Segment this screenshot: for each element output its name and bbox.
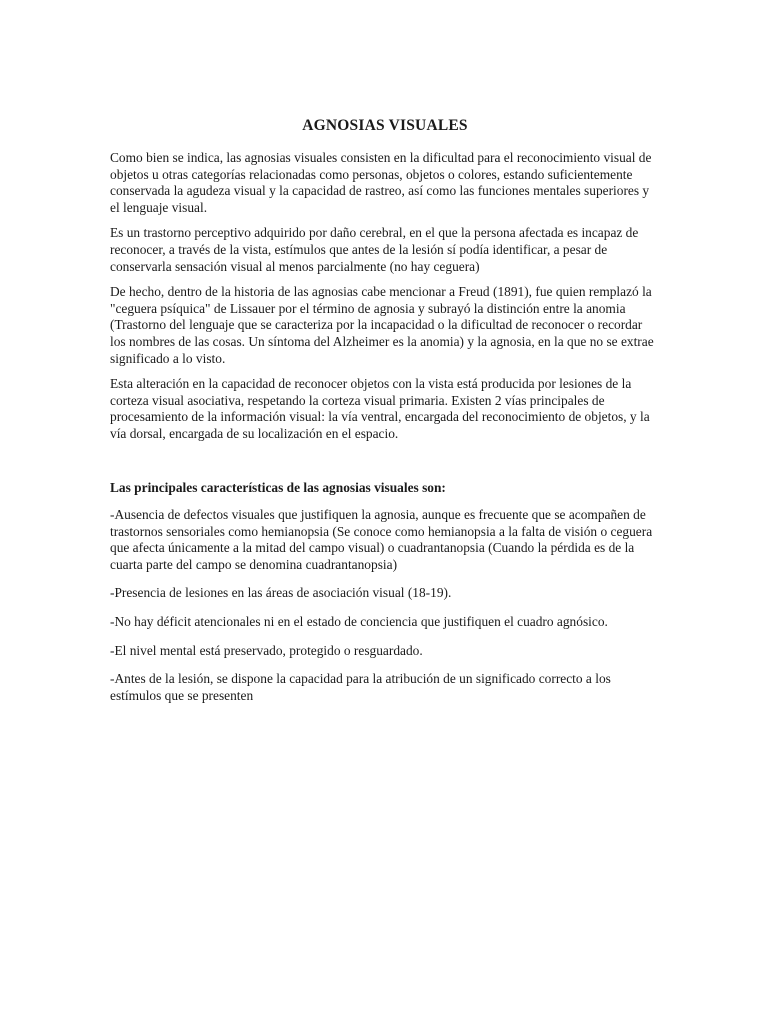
characteristic-item: -Presencia de lesiones en las áreas de asociación visual (18-19). <box>110 585 452 601</box>
characteristic-item: -Ausencia de defectos visuales que justifiquen la agnosia, aunque es frecuente que se acompañen de trastornos sensoriales como hemianopsia (Se conoce como hemianopsia a la falta de visión o ceguera que afecta únicamente a la mitad del campo visual) o cuadrantanopsia (Cuando la pérdida es de la cuarta parte del campo se denomina cuadrantanopsia) <box>110 507 653 572</box>
characteristic-item: -Antes de la lesión, se dispone la capacidad para la atribución de un significado correcto a los estímulos que se presenten <box>110 671 611 703</box>
paragraph-alteracion: Esta alteración en la capacidad de reconocer objetos con la vista está producida por lesiones de la corteza visual asociativa, respetando la corteza visual primaria. Existen 2 vías principales de procesamiento de la información visual: la vía ventral, encargada del reconocimiento de objetos, y la vía dorsal, encargada de su localización en el espacio. <box>110 376 650 441</box>
characteristics-heading: Las principales características de las agnosias visuales son: <box>110 479 446 495</box>
section-spacer <box>110 452 660 480</box>
document-page <box>110 116 660 716</box>
paragraph-definition: Como bien se indica, las agnosias visuales consisten en la dificultad para el reconocimiento visual de objetos u otras categorías relacionadas como personas, objetos o colores, estando suficientemente conservada la agudeza visual y la capacidad de rastreo, así como las funciones mentales superiores y el lenguaje visual. <box>110 150 652 215</box>
paragraph-freud: De hecho, dentro de la historia de las agnosias cabe mencionar a Freud (1891), fue quien remplazó la "ceguera psíquica" de Lissauer por el término de agnosia y subrayó la distinción entre la anomia (Trastorno del lenguaje que se caracteriza por la incapacidad o la dificultad de reconocer o recordar los nombres de las cosas. Un síntoma del Alzheimer es la anomia) y la agnosia, en la que no se extrae significado a lo visto. <box>110 284 654 366</box>
paragraph-trastorno: Es un trastorno perceptivo adquirido por daño cerebral, en el que la persona afectada es incapaz de reconocer, a través de la vista, estímulos que antes de la lesión sí podía identificar, a pesar de conservarla sensación visual al menos parcialmente (no hay ceguera) <box>110 225 639 274</box>
characteristic-item: -El nivel mental está preservado, protegido o resguardado. <box>110 642 423 658</box>
characteristic-item: -No hay déficit atencionales ni en el estado de conciencia que justifiquen el cuadro agnósico. <box>110 614 608 630</box>
document-title: AGNOSIAS VISUALES <box>302 117 468 134</box>
